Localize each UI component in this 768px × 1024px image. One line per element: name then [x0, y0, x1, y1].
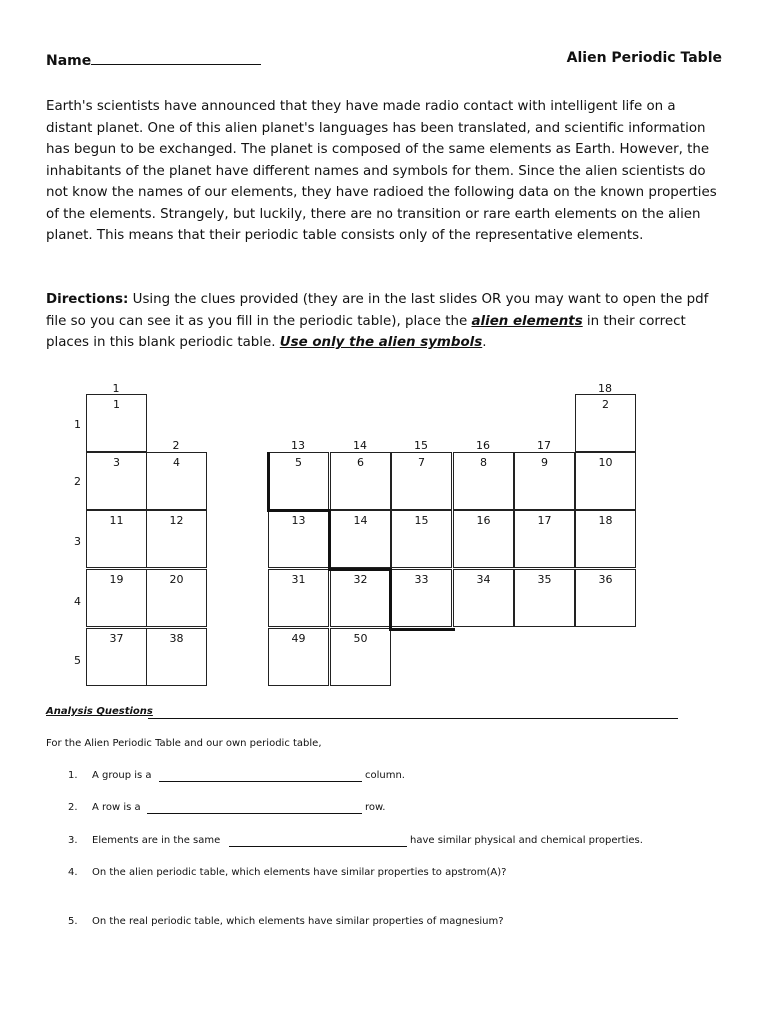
staircase-line — [389, 628, 455, 631]
group-label-13: 13 — [291, 439, 305, 452]
element-cell-31[interactable] — [268, 569, 329, 627]
atomic-number: 18 — [598, 514, 613, 527]
analysis-lead: For the Alien Periodic Table and our own periodic table, — [46, 738, 322, 749]
atomic-number: 1 — [113, 398, 120, 411]
group-label-2: 2 — [172, 439, 180, 452]
element-cell-36[interactable] — [575, 569, 636, 627]
atomic-number: 49 — [291, 632, 306, 645]
directions-text-1: Using the clues provided (they are in the last slides OR you may want to open the pdf file so you can see it as you fill in the periodic table), place the — [46, 292, 709, 329]
element-cell-34[interactable] — [453, 569, 514, 627]
element-cell-37[interactable] — [86, 628, 147, 686]
element-cell-20[interactable] — [146, 569, 207, 627]
question-2-suffix: row. — [365, 802, 386, 813]
element-cell-18[interactable] — [575, 510, 636, 568]
element-cell-50[interactable] — [330, 628, 391, 686]
atomic-number: 19 — [109, 573, 124, 586]
atomic-number: 35 — [537, 573, 552, 586]
element-cell-11[interactable] — [86, 510, 147, 568]
element-cell-2[interactable] — [575, 394, 636, 452]
name-label: Name — [46, 53, 92, 69]
question-3-blank[interactable] — [229, 846, 407, 847]
question-4-number: 4. — [68, 867, 78, 878]
atomic-number: 16 — [476, 514, 491, 527]
element-cell-10[interactable] — [575, 452, 636, 510]
atomic-number: 50 — [353, 632, 368, 645]
atomic-number: 4 — [173, 456, 180, 469]
question-1-suffix: column. — [365, 770, 405, 781]
element-cell-5[interactable] — [268, 452, 329, 510]
group-label-18: 18 — [598, 382, 612, 395]
group-label-14: 14 — [353, 439, 367, 452]
question-5-number: 5. — [68, 916, 78, 927]
element-cell-38[interactable] — [146, 628, 207, 686]
question-2-blank[interactable] — [147, 813, 362, 814]
element-cell-16[interactable] — [453, 510, 514, 568]
atomic-number: 33 — [414, 573, 429, 586]
question-3-number: 3. — [68, 835, 78, 846]
atomic-number: 7 — [418, 456, 425, 469]
group-label-16: 16 — [476, 439, 490, 452]
staircase-line — [267, 452, 270, 512]
period-label-2: 2 — [74, 475, 81, 488]
staircase-line — [328, 509, 331, 571]
element-cell-35[interactable] — [514, 569, 575, 627]
question-3-suffix: have similar physical and chemical properties. — [410, 835, 643, 846]
analysis-heading: Analysis Questions — [46, 706, 153, 717]
period-label-4: 4 — [74, 595, 81, 608]
atomic-number: 34 — [476, 573, 491, 586]
atomic-number: 37 — [109, 632, 124, 645]
group-label-17: 17 — [537, 439, 551, 452]
atomic-number: 17 — [537, 514, 552, 527]
directions-text-2: in their correct places in this blank periodic table. — [46, 313, 686, 350]
page-title: Alien Periodic Table — [566, 50, 722, 66]
question-1-prefix: A group is a — [92, 770, 152, 781]
period-label-1: 1 — [74, 418, 81, 431]
question-4-text: On the alien periodic table, which elements have similar properties to apstrom(A)? — [92, 867, 507, 878]
element-cell-8[interactable] — [453, 452, 514, 510]
element-cell-14[interactable] — [330, 510, 391, 568]
atomic-number: 5 — [295, 456, 302, 469]
element-cell-12[interactable] — [146, 510, 207, 568]
element-cell-3[interactable] — [86, 452, 147, 510]
element-cell-17[interactable] — [514, 510, 575, 568]
question-3-prefix: Elements are in the same — [92, 835, 221, 846]
question-1-number: 1. — [68, 770, 78, 781]
atomic-number: 8 — [480, 456, 487, 469]
name-blank[interactable] — [91, 50, 261, 65]
intro-paragraph: Earth's scientists have announced that they have made radio contact with intelligent life on a distant planet. One of this alien planet's languages has been translated, and scientific information has begun to be exchanged. The planet is composed of the same elements as Earth. However, the inhabitants of the planet have different names and symbols for them. Since the alien scientists do not know the names of our elements, they have radioed the following data on the known properties of the elements. Strangely, but luckily, there are no transition or rare earth elements on the alien planet. This means that their periodic table consists only of the representative elements. — [46, 99, 717, 243]
staircase-line — [389, 568, 392, 631]
element-cell-9[interactable] — [514, 452, 575, 510]
directions-text-3: . — [482, 335, 487, 350]
period-label-3: 3 — [74, 535, 81, 548]
element-cell-6[interactable] — [330, 452, 391, 510]
alien-elements-emphasis: alien elements — [471, 313, 583, 329]
question-5-text: On the real periodic table, which elements have similar properties of magnesium? — [92, 916, 504, 927]
atomic-number: 14 — [353, 514, 368, 527]
analysis-heading-rule — [148, 718, 678, 719]
element-cell-15[interactable] — [391, 510, 452, 568]
alien-symbols-emphasis: Use only the alien symbols — [279, 335, 483, 350]
atomic-number: 32 — [353, 573, 368, 586]
atomic-number: 10 — [598, 456, 613, 469]
atomic-number: 12 — [169, 514, 184, 527]
group-label-15: 15 — [414, 439, 428, 452]
element-cell-19[interactable] — [86, 569, 147, 627]
question-2-number: 2. — [68, 802, 78, 813]
element-cell-13[interactable] — [268, 510, 329, 568]
directions-label: Directions: — [46, 292, 129, 307]
atomic-number: 6 — [357, 456, 364, 469]
atomic-number: 9 — [541, 456, 548, 469]
element-cell-7[interactable] — [391, 452, 452, 510]
group-label-1: 1 — [112, 382, 120, 395]
atomic-number: 2 — [602, 398, 609, 411]
element-cell-49[interactable] — [268, 628, 329, 686]
atomic-number: 11 — [109, 514, 124, 527]
question-1-blank[interactable] — [159, 781, 362, 782]
element-cell-32[interactable] — [330, 569, 391, 627]
name-field[interactable] — [46, 50, 261, 69]
element-cell-33[interactable] — [391, 569, 452, 627]
directions-paragraph — [46, 289, 726, 354]
atomic-number: 36 — [598, 573, 613, 586]
period-label-5: 5 — [74, 654, 81, 667]
staircase-line — [328, 568, 392, 571]
atomic-number: 20 — [169, 573, 184, 586]
element-cell-4[interactable] — [146, 452, 207, 510]
staircase-line — [267, 509, 331, 512]
atomic-number: 3 — [113, 456, 120, 469]
element-cell-1[interactable] — [86, 394, 147, 452]
atomic-number: 31 — [291, 573, 306, 586]
question-2-prefix: A row is a — [92, 802, 141, 813]
atomic-number: 13 — [291, 514, 306, 527]
atomic-number: 15 — [414, 514, 429, 527]
atomic-number: 38 — [169, 632, 184, 645]
